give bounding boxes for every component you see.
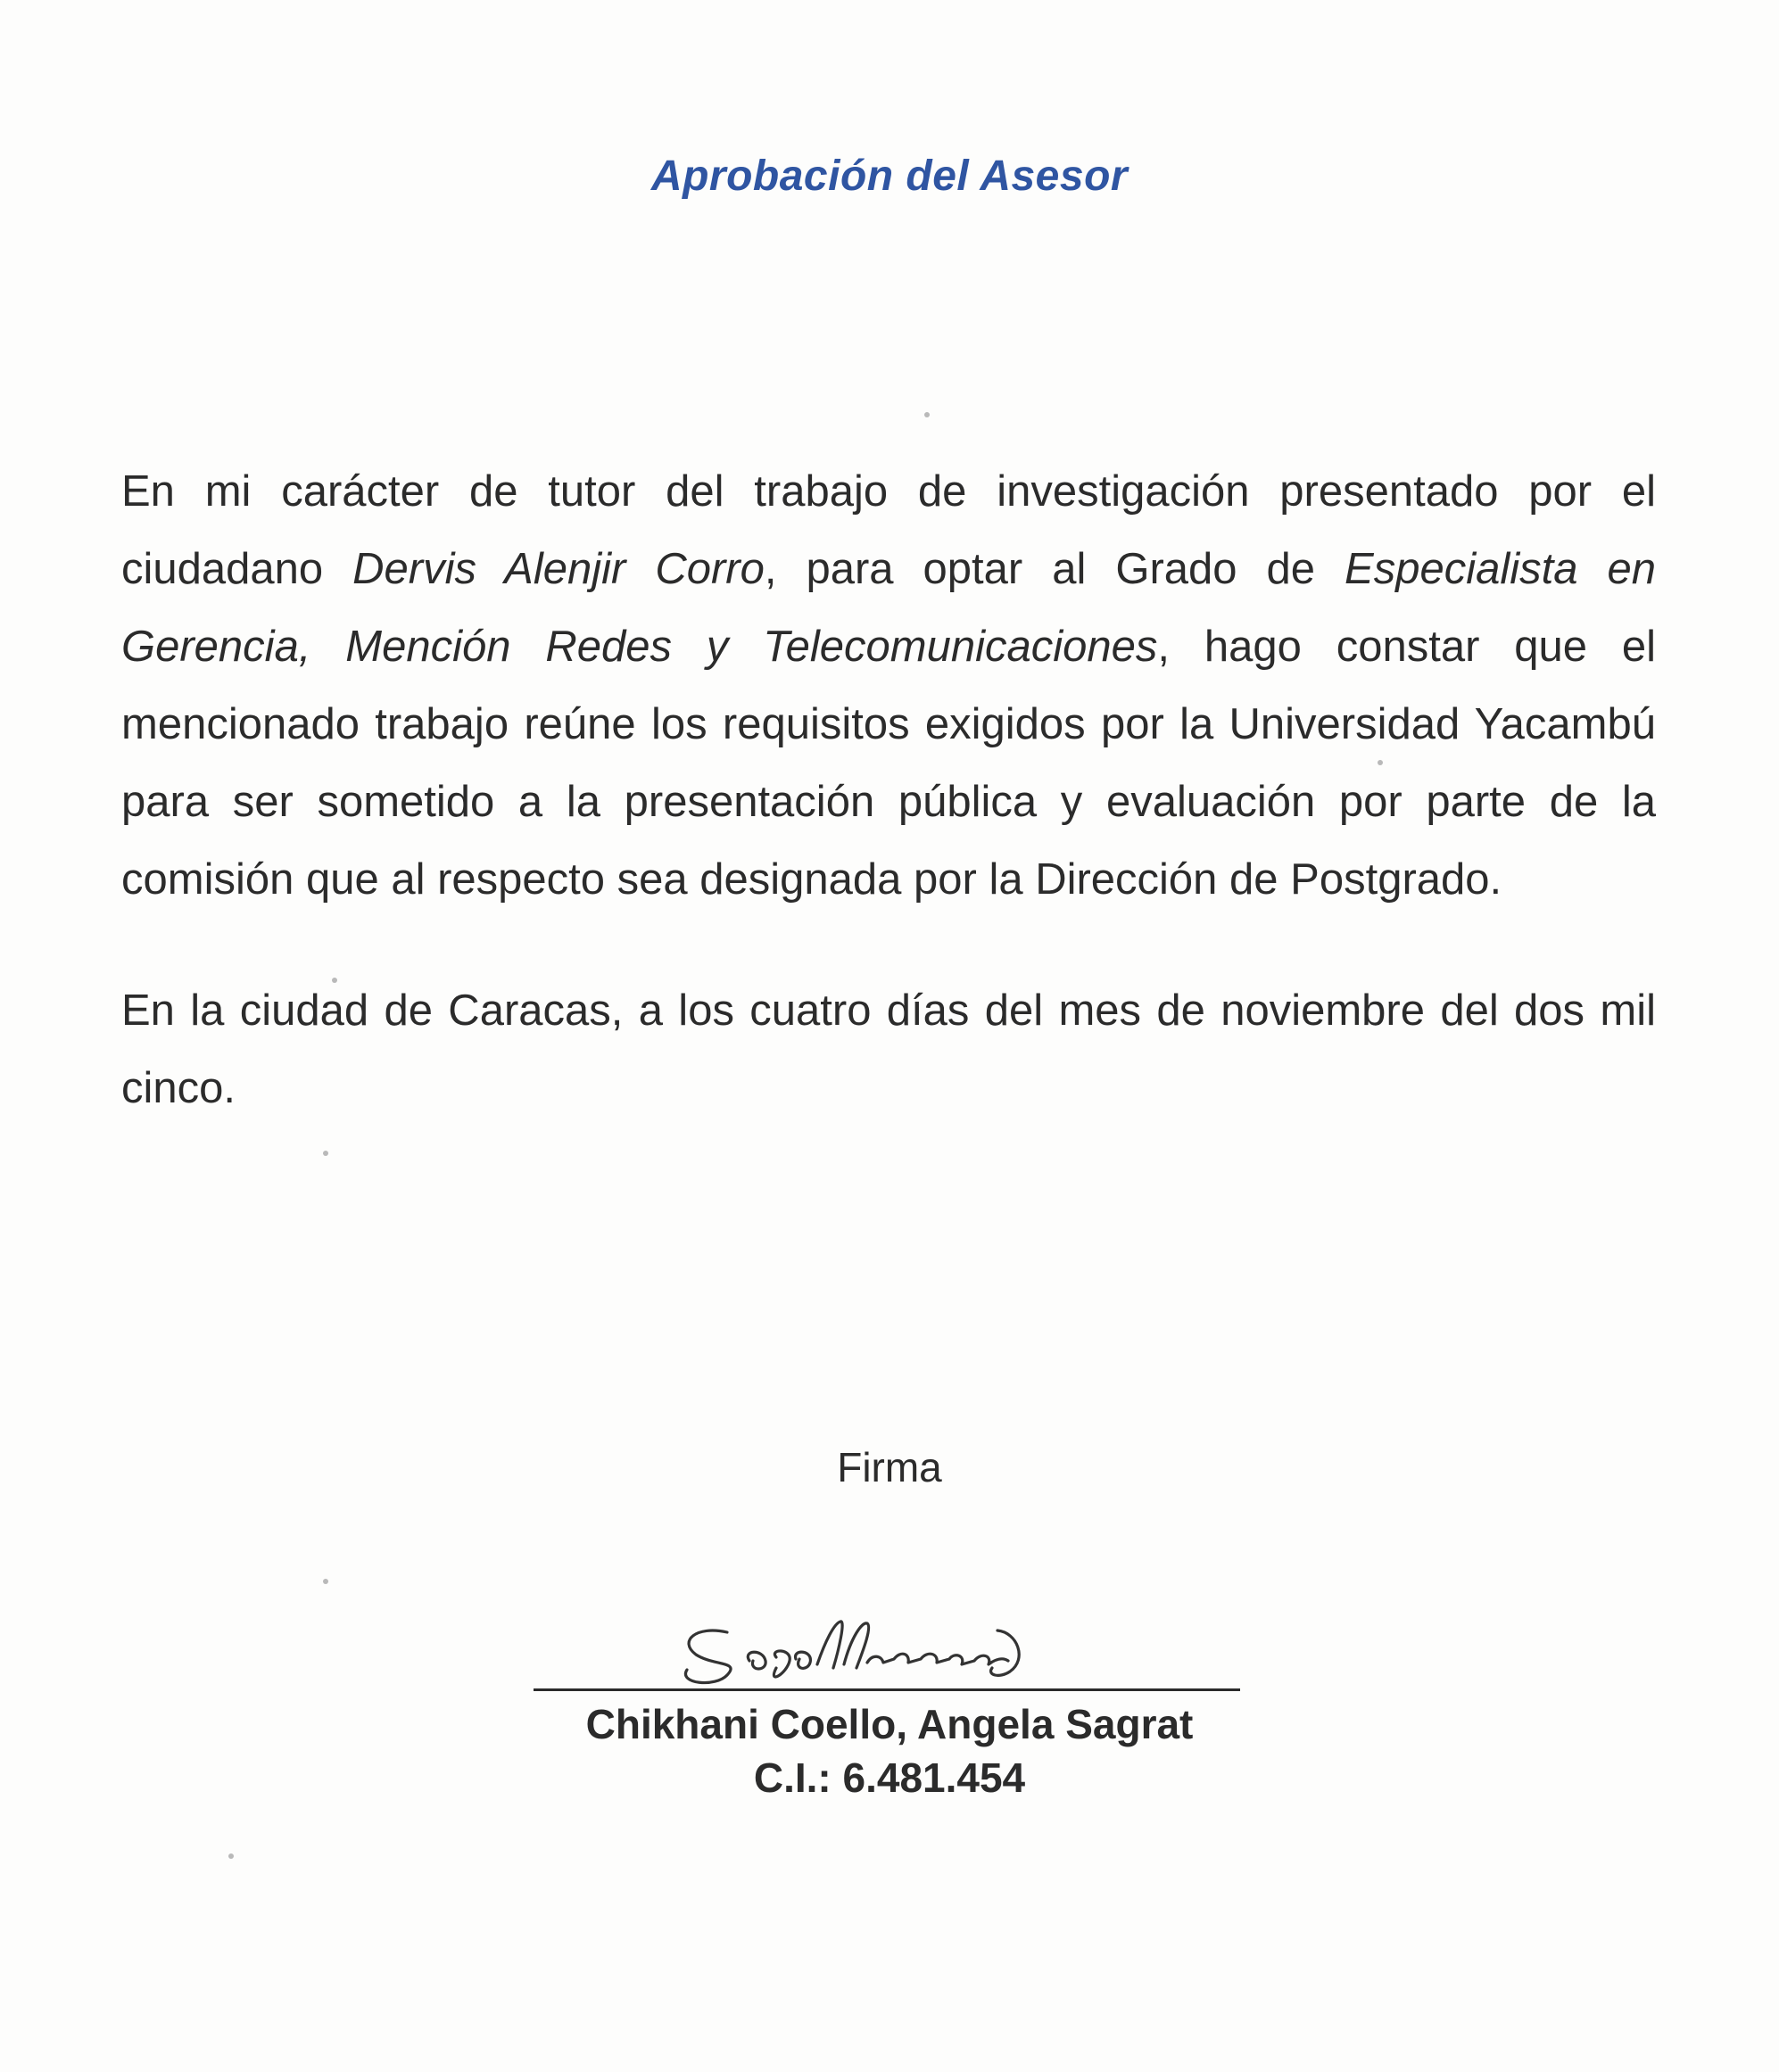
scan-speck xyxy=(1378,760,1383,765)
degree-name: Especialista en Gerencia, Mención Redes y Telecomunicaciones xyxy=(121,545,1657,671)
scan-speck xyxy=(323,1579,328,1584)
student-name: Dervis Alenjir Corro xyxy=(352,545,765,593)
approval-paragraph xyxy=(121,453,1656,919)
signer-id: C.I.: 6.481.454 xyxy=(753,1754,1026,1801)
paragraph-text-2: , para optar al Grado de xyxy=(764,545,1345,593)
signature-label: Firma xyxy=(837,1444,942,1490)
paragraph-text-3: , hago constar que el mencionado trabajo reúne los requisitos exigidos por la Universidad Yacambú para ser sometido a la presentación pública y evaluación por parte de la comisión que al respecto sea designada por la Dirección de Postgrado. xyxy=(121,623,1657,904)
scan-speck xyxy=(924,412,930,417)
scan-speck xyxy=(323,1151,328,1156)
scan-speck xyxy=(228,1853,234,1859)
date-paragraph: En la ciudad de Caracas, a los cuatro días del mes de noviembre del dos mil cinco. xyxy=(121,986,1656,1112)
handwritten-signature xyxy=(642,1606,1106,1695)
paragraph-text-1: En mi carácter de tutor del trabajo de investigación presentado por el ciudadano xyxy=(121,467,1656,593)
signature-line xyxy=(534,1688,1240,1691)
signer-name: Chikhani Coello, Angela Sagrat xyxy=(585,1701,1194,1747)
scan-speck xyxy=(332,978,337,983)
document-title: Aprobación del Asesor xyxy=(650,153,1129,200)
